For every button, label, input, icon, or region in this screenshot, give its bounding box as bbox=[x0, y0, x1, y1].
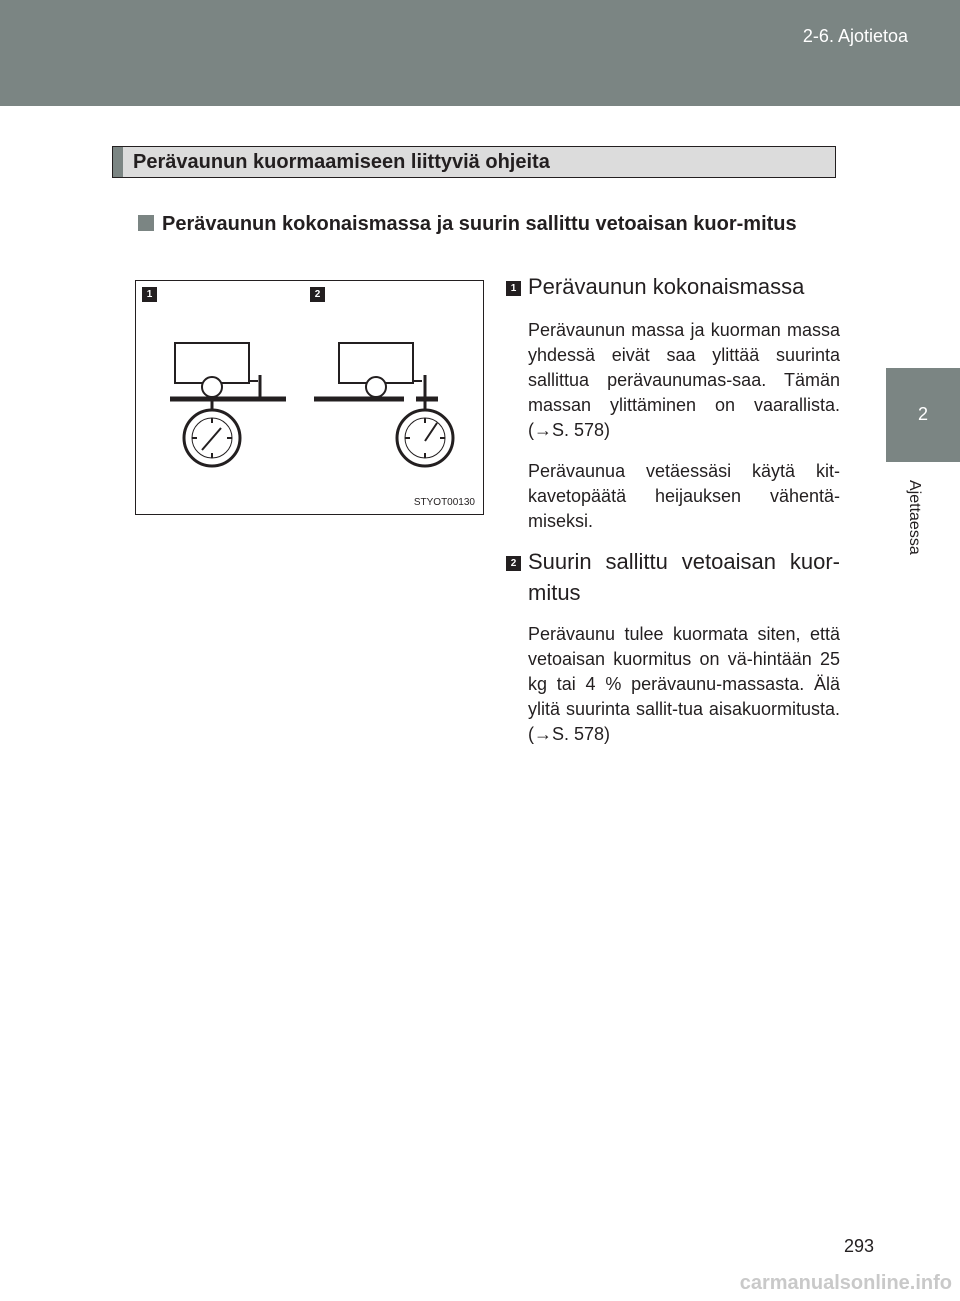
heading-accent-bar bbox=[113, 147, 123, 177]
chapter-tab[interactable] bbox=[886, 368, 960, 462]
item-marker-1: 1 bbox=[506, 281, 521, 296]
item-title-1: Perävaunun kokonaismassa bbox=[528, 274, 805, 299]
sub-heading-text: Perävaunun kokonaismassa ja suurin sallittu vetoaisan kuor-mitus bbox=[162, 213, 797, 235]
figure-marker-1: 1 bbox=[142, 287, 157, 302]
top-header-bar bbox=[0, 0, 960, 106]
page-number: 293 bbox=[843, 1236, 874, 1256]
item-title-2: Suurin sallittu vetoaisan kuor-mitus bbox=[528, 549, 840, 605]
chapter-tab-number: 2 bbox=[917, 404, 928, 424]
chapter-label: Ajettaessa bbox=[906, 480, 923, 555]
square-bullet-icon bbox=[138, 215, 154, 231]
figure-code: STYOT00130 bbox=[413, 497, 475, 508]
figure-marker-2: 2 bbox=[310, 287, 325, 302]
item-2-paragraph-1: Perävaunu tulee kuormata siten, että vetoaisan kuormitus on vä-hintään 25 kg tai 4 % perävaunu-massasta. Älä ylitä suurinta sallit-tua aisakuormitusta. (→S. 578) bbox=[528, 624, 840, 744]
section-heading-text: Perävaunun kuormaamiseen liittyviä ohjeita bbox=[133, 151, 550, 173]
item-1-paragraph-1: Perävaunun massa ja kuorman massa yhdessä eivät saa ylittää suurinta sallittua perävaunumas-saa. Tämän massan ylittäminen on vaarallista. (→S. 578) bbox=[528, 320, 840, 440]
section-reference: 2-6. Ajotietoa bbox=[802, 26, 908, 46]
watermark: carmanualsonline.info bbox=[739, 1272, 952, 1294]
trailer-weight-figure bbox=[135, 280, 484, 515]
trailer-scale-illustration bbox=[136, 281, 483, 514]
section-heading bbox=[112, 146, 836, 178]
item-marker-2: 2 bbox=[506, 556, 521, 571]
item-1-paragraph-2: Perävaunua vetäessäsi käytä kit-kavetopäätä heijauksen vähentä-miseksi. bbox=[528, 461, 840, 531]
